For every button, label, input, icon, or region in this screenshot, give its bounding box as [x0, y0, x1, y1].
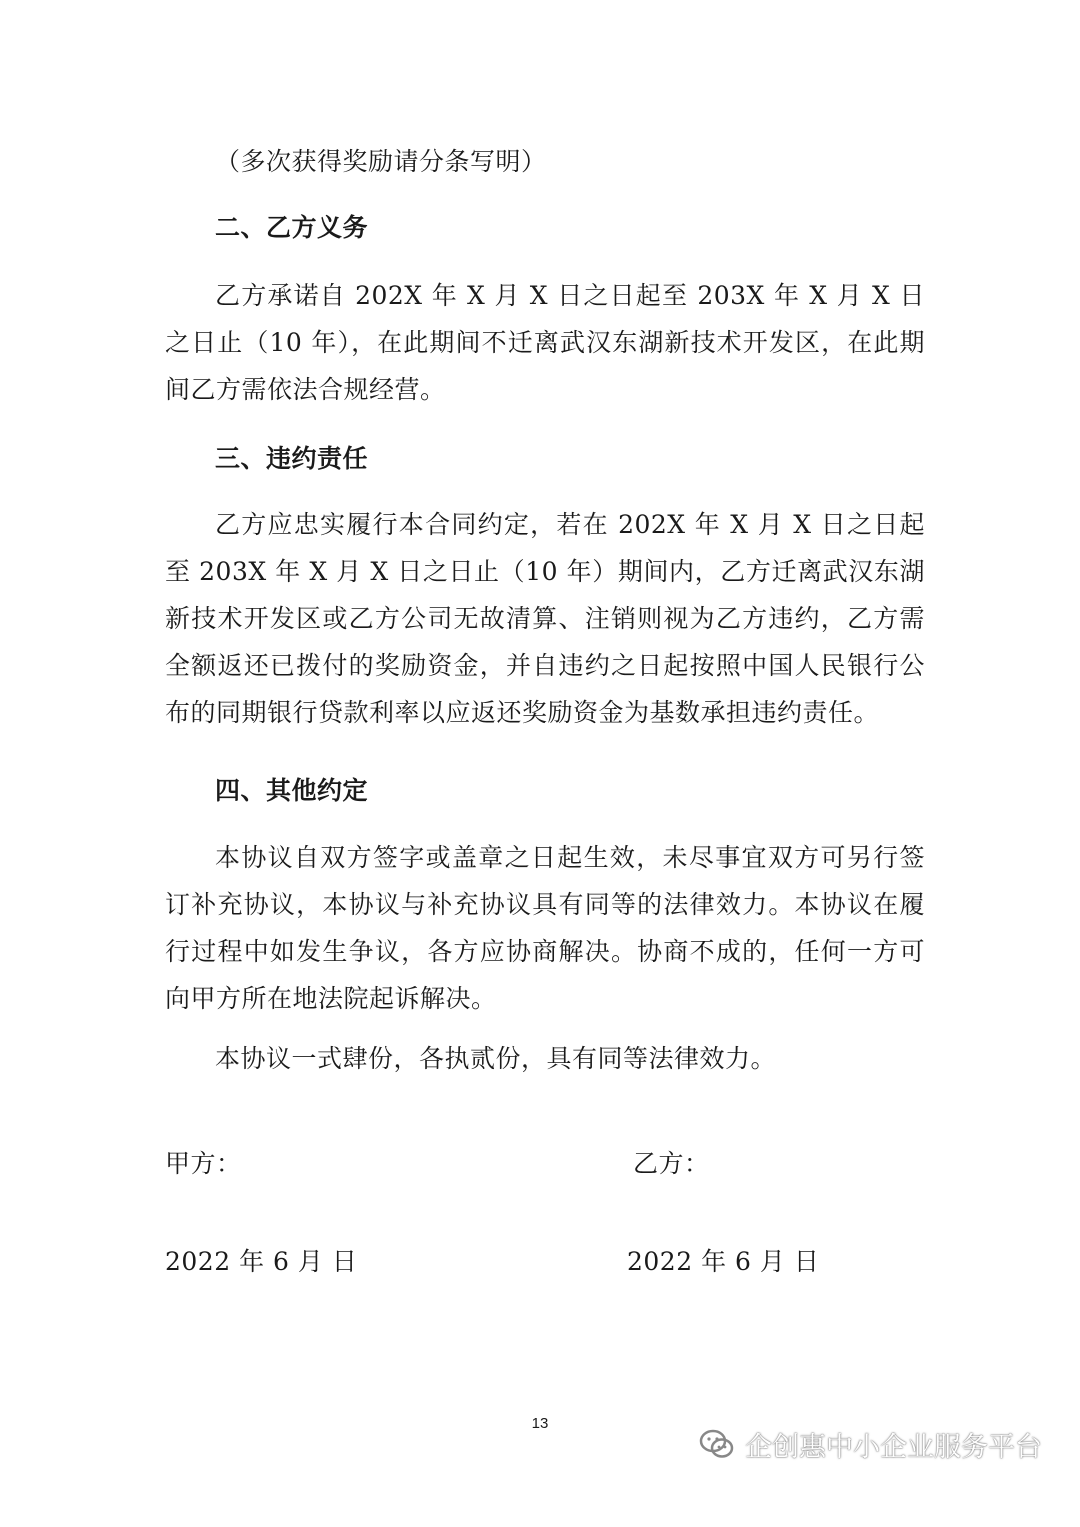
page-number: 13	[531, 1415, 549, 1432]
section-2-heading: 二、乙方义务	[215, 213, 369, 242]
party-b-date: 2022 年 6 月 日	[627, 1247, 820, 1276]
party-a-label: 甲方：	[165, 1149, 242, 1178]
reward-note: （多次获得奖励请分条写明）	[215, 147, 547, 176]
section-4-paragraph-2: 本协议一式肆份，各执贰份，具有同等法律效力。	[215, 1044, 777, 1073]
section-2-paragraph: 乙方承诺自 202X 年 X 月 X 日之日起至 203X 年 X 月 X 日之日止（10 年），在此期间不迁离武汉东湖新技术开发区，在此期间乙方需依法合规经营。	[165, 281, 925, 404]
party-a-date: 2022 年 6 月 日	[165, 1247, 358, 1276]
section-4-paragraph-1: 本协议自双方签字或盖章之日起生效，未尽事宜双方可另行签订补充协议，本协议与补充协议具有同等的法律效力。本协议在履行过程中如发生争议，各方应协商解决。协商不成的，任何一方可向甲方所在地法院起诉解决。	[165, 843, 925, 1013]
watermark-text: 企创惠中小企业服务平台	[745, 1432, 1042, 1463]
section-3-paragraph: 乙方应忠实履行本合同约定，若在 202X 年 X 月 X 日之日起至 203X 年 X 月 X 日之日止（10 年）期间内，乙方迁离武汉东湖新技术开发区或乙方公司无故清算、注销则视为乙方违约，乙方需全额返还已拨付的奖励资金，并自违约之日起按照中国人民银行公布的同期银行贷款利率以应返还奖励资金为基数承担违约责任。	[165, 510, 925, 727]
watermark	[699, 1425, 1042, 1464]
party-b-label: 乙方：	[633, 1149, 710, 1178]
wechat-icon	[699, 1429, 735, 1461]
section-4-heading: 四、其他约定	[215, 776, 369, 805]
section-3-heading: 三、违约责任	[215, 444, 369, 473]
